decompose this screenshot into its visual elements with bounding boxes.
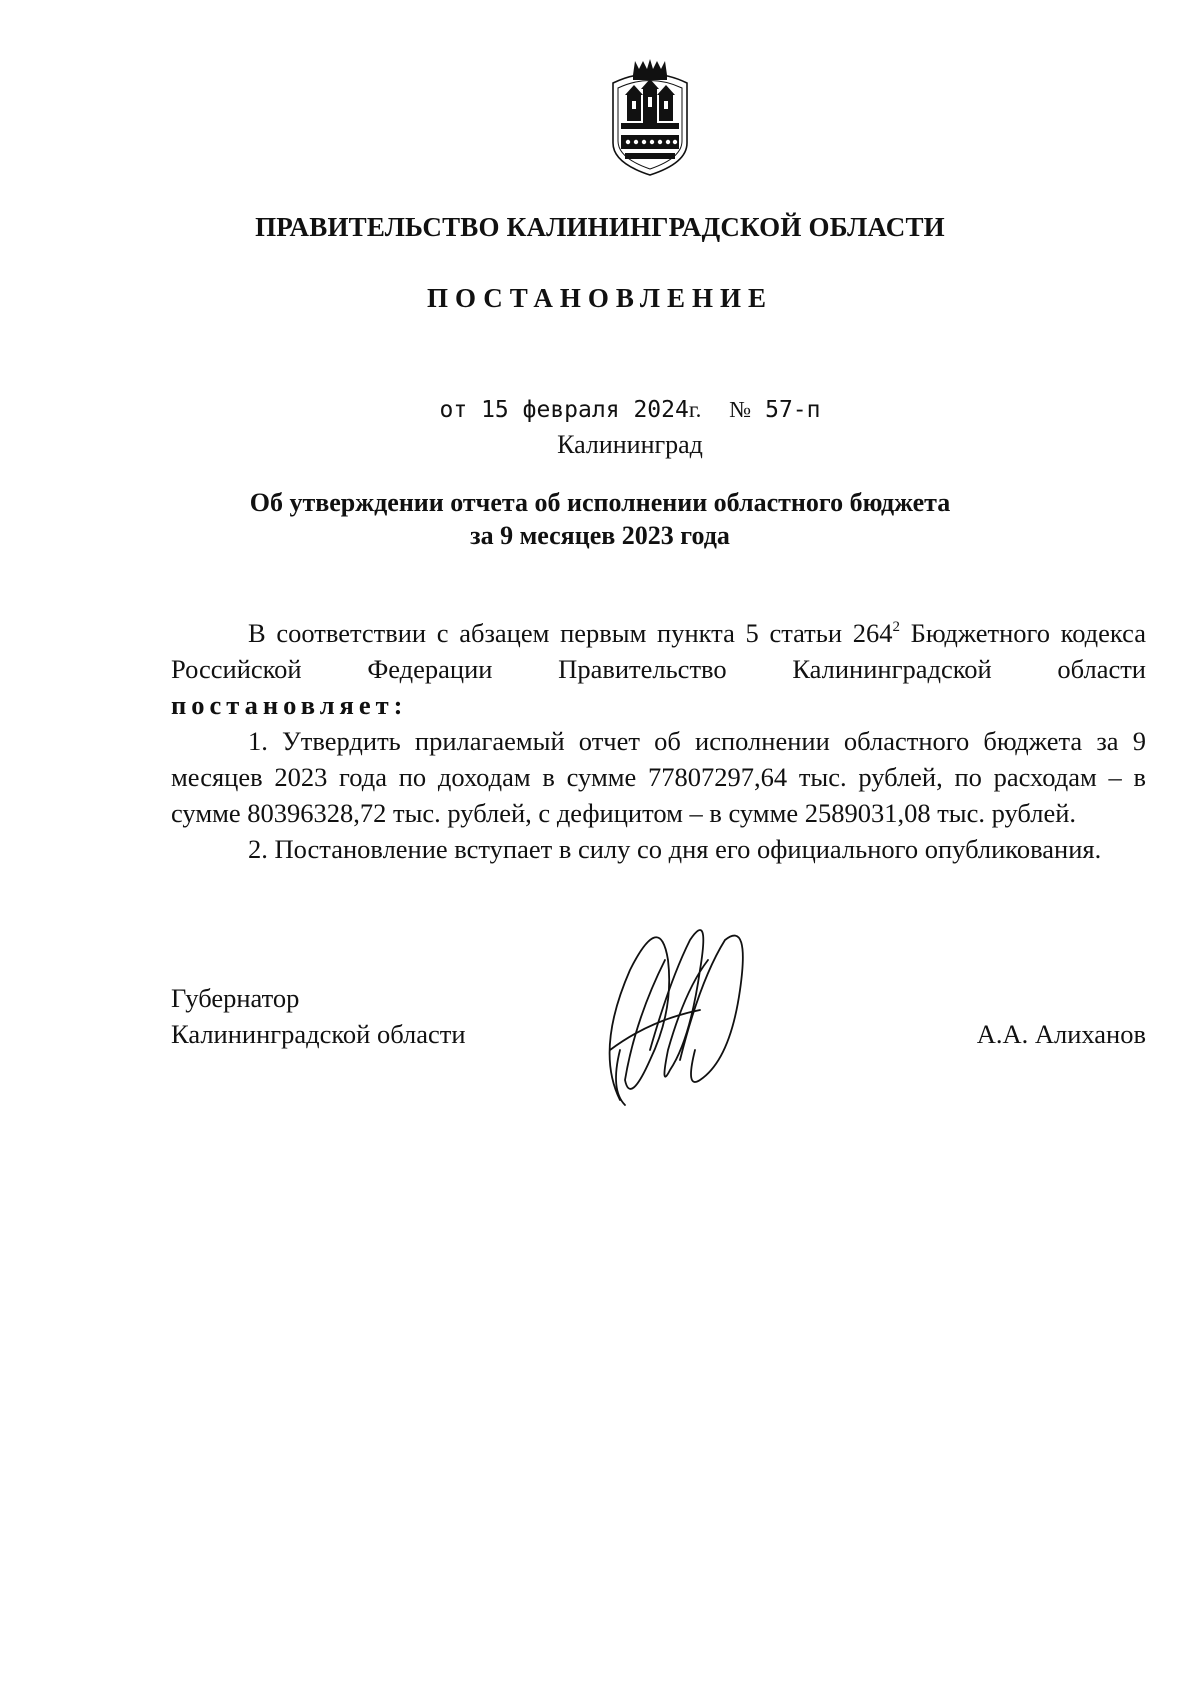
document-subject	[0, 486, 1200, 552]
subject-line-1: Об утверждении отчета об исполнении областного бюджета	[249, 488, 951, 517]
date-suffix: г.	[688, 397, 702, 422]
signatory-position	[171, 980, 466, 1052]
item-2-paragraph: 2. Постановление вступает в силу со дня его официального опубликования.	[248, 834, 1102, 864]
position-line-2: Калининградской области	[171, 1019, 466, 1049]
subject-line-2: за 9 месяцев 2023 года	[470, 521, 730, 550]
document-body	[171, 615, 1146, 867]
preamble-paragraph	[171, 615, 1146, 723]
number-sign: №	[729, 397, 752, 422]
item-1-paragraph: 1. Утвердить прилагаемый отчет об исполнении областного бюджета за 9 месяцев 2023 года по доходам в сумме 77807297,64 тыс. рублей, по расходам – в сумме 80396328,72 тыс. рублей, с дефицитом – в сумме 2589031,08 тыс. рублей.	[171, 726, 1146, 828]
preamble-text: В соответствии с абзацем первым пункта 5 статьи 264	[248, 618, 893, 648]
date-month: февраля	[522, 397, 620, 423]
preamble-text-continued: Бюджетного кодекса Российской Федерации Правительство Калининградской области	[171, 618, 1146, 684]
coat-of-arms-emblem	[605, 55, 695, 180]
date-number-line	[0, 397, 1200, 423]
signatory-name: А.А. Алиханов	[976, 1019, 1146, 1049]
date-day: 15	[481, 397, 509, 423]
article-superscript: 2	[892, 619, 900, 635]
date-prefix: от	[439, 397, 468, 423]
handwritten-signature	[590, 900, 750, 1115]
resolves-word: постановляет:	[171, 690, 408, 720]
document-number: 57-п	[765, 397, 821, 423]
position-line-1: Губернатор	[171, 983, 300, 1013]
city: Калининград	[557, 430, 703, 459]
date-year: 2024	[633, 397, 689, 423]
document-type: ПОСТАНОВЛЕНИЕ	[426, 283, 774, 313]
government-title: ПРАВИТЕЛЬСТВО КАЛИНИНГРАДСКОЙ ОБЛАСТИ	[255, 212, 945, 242]
